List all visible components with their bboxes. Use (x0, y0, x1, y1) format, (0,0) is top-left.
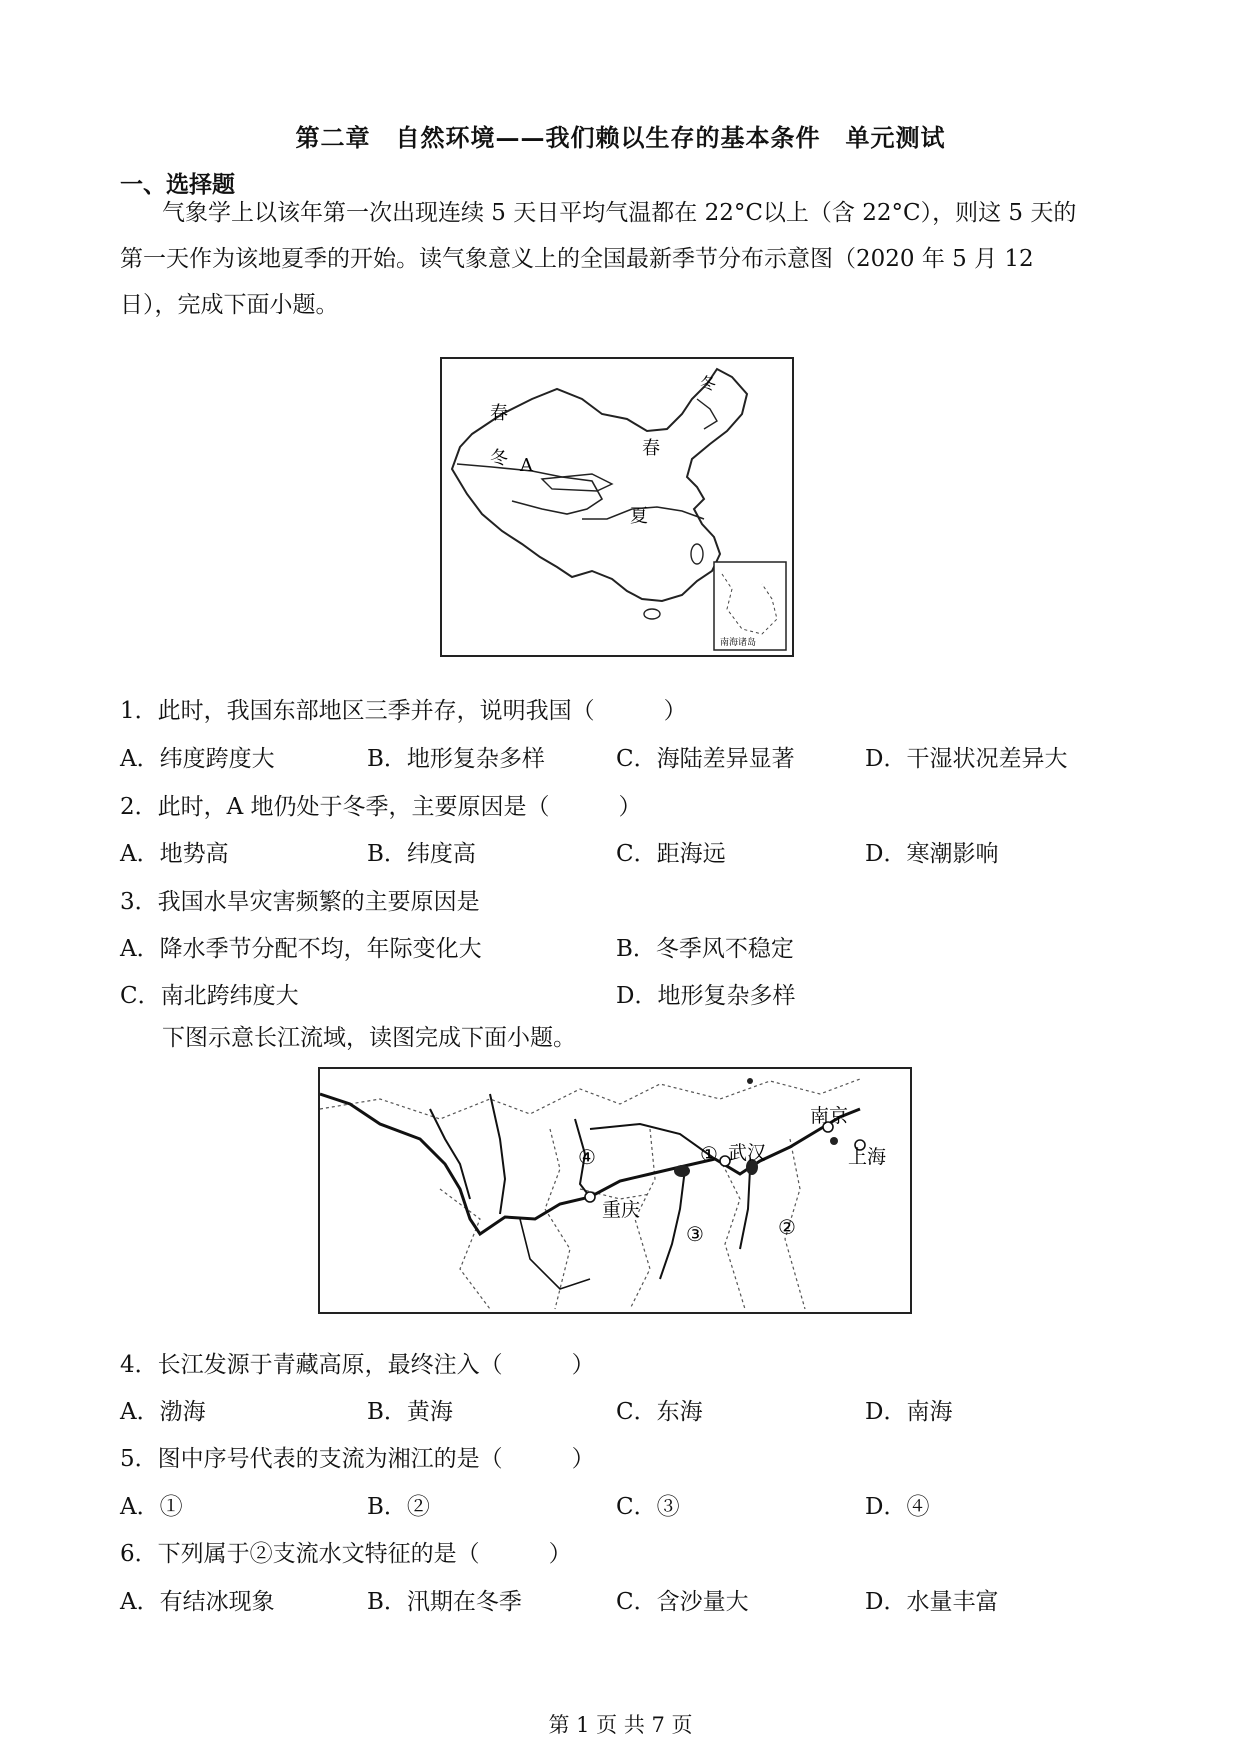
q4-option-c[interactable]: C．东海 (616, 1399, 703, 1425)
q3-option-b[interactable]: B．冬季风不稳定 (616, 936, 794, 962)
city-chongqing (585, 1192, 595, 1202)
yangtze-basin-map (318, 1067, 912, 1314)
question-5: 5．图中序号代表的支流为湘江的是（ ） (120, 1446, 595, 1472)
label-chongqing: 重庆 (602, 1199, 641, 1221)
question-4: 4．长江发源于青藏高原，最终注入（ ） (120, 1352, 595, 1378)
q5-option-d[interactable]: D．④ (865, 1494, 930, 1520)
q5-option-a[interactable]: A．① (120, 1494, 183, 1520)
q2-option-c[interactable]: C．距海远 (616, 841, 726, 867)
q1-option-c[interactable]: C．海陆差异显著 (616, 746, 795, 772)
q6-option-c[interactable]: C．含沙量大 (616, 1589, 749, 1615)
label-winter-west: 冬 (490, 448, 508, 469)
tributary-wu (520, 1219, 590, 1289)
label-tributary-2: ② (778, 1215, 796, 1239)
question-6: 6．下列属于②支流水文特征的是（ ） (120, 1541, 572, 1567)
q5-option-c[interactable]: C．③ (616, 1494, 680, 1520)
q4-option-a[interactable]: A．渤海 (120, 1399, 206, 1425)
question-2: 2．此时，A 地仍处于冬季，主要原因是（ ） (120, 794, 642, 820)
label-winter-northeast: 冬 (700, 374, 717, 393)
south-sea-inset (714, 562, 786, 650)
section-heading: 一、选择题 (120, 171, 235, 198)
q3-option-a[interactable]: A．降水季节分配不均，年际变化大 (120, 936, 482, 962)
q6-option-a[interactable]: A．有结冰现象 (120, 1589, 275, 1615)
label-spring-east: 春 (642, 438, 660, 459)
q1-option-b[interactable]: B．地形复杂多样 (367, 746, 545, 772)
intro-line-2: 第一天作为该地夏季的开始。读气象意义上的全国最新季节分布示意图（2020 年 5 月 12 (120, 246, 1034, 272)
page-title: 第二章 自然环境——我们赖以生存的基本条件 单元测试 (295, 123, 946, 152)
label-tributary-3: ③ (686, 1222, 704, 1246)
q5-option-b[interactable]: B．② (367, 1494, 430, 1520)
label-shanghai: 上海 (848, 1146, 887, 1168)
intro-line-1: 气象学上以该年第一次出现连续 5 天日平均气温都在 22°C以上（含 22°C），则这 5 天的 (162, 200, 1077, 226)
china-map-svg (442, 359, 792, 655)
label-wuhan: 武汉 (728, 1142, 767, 1164)
q3-option-c[interactable]: C．南北跨纬度大 (120, 983, 299, 1009)
q2-option-a[interactable]: A．地势高 (120, 841, 229, 867)
q6-option-b[interactable]: B．汛期在冬季 (367, 1589, 522, 1615)
q2-option-d[interactable]: D．寒潮影响 (865, 841, 999, 867)
question-3: 3．我国水旱灾害频繁的主要原因是 (120, 889, 480, 915)
label-point-a: A (520, 455, 533, 476)
q6-option-d[interactable]: D．水量丰富 (865, 1589, 999, 1615)
q4-option-d[interactable]: D．南海 (865, 1399, 953, 1425)
tributary-3 (660, 1169, 685, 1279)
china-season-map (440, 357, 794, 657)
tributary-min (490, 1094, 505, 1214)
inset-label: 南海诸岛 (720, 638, 757, 648)
dongting-lake (674, 1165, 690, 1177)
q4-option-b[interactable]: B．黄海 (367, 1399, 453, 1425)
hongze-lake (747, 1078, 753, 1084)
label-nanjing: 南京 (810, 1105, 849, 1127)
intro-line-3: 日），完成下面小题。 (120, 292, 339, 318)
tai-lake (830, 1137, 838, 1145)
q1-option-a[interactable]: A．纬度跨度大 (120, 746, 275, 772)
label-tributary-4: ④ (578, 1145, 596, 1169)
q3-option-d[interactable]: D．地形复杂多样 (616, 983, 796, 1009)
label-spring-west: 春 (490, 403, 508, 424)
label-summer: 夏 (630, 506, 648, 527)
yangtze-map-svg (320, 1069, 910, 1312)
q1-option-d[interactable]: D．干湿状况差异大 (865, 746, 1068, 772)
boundary-basin (542, 474, 612, 491)
page-footer: 第 1 页 共 7 页 (548, 1713, 693, 1737)
label-tributary-1: ① (700, 1142, 718, 1166)
tributary-2 (740, 1169, 750, 1249)
intro-yangtze: 下图示意长江流域，读图完成下面小题。 (162, 1025, 576, 1051)
hainan-island (644, 609, 660, 619)
boundary-northeast (697, 399, 717, 429)
q2-option-b[interactable]: B．纬度高 (367, 841, 476, 867)
taiwan-island (691, 544, 703, 564)
question-1: 1．此时，我国东部地区三季并存，说明我国（ ） (120, 698, 687, 724)
